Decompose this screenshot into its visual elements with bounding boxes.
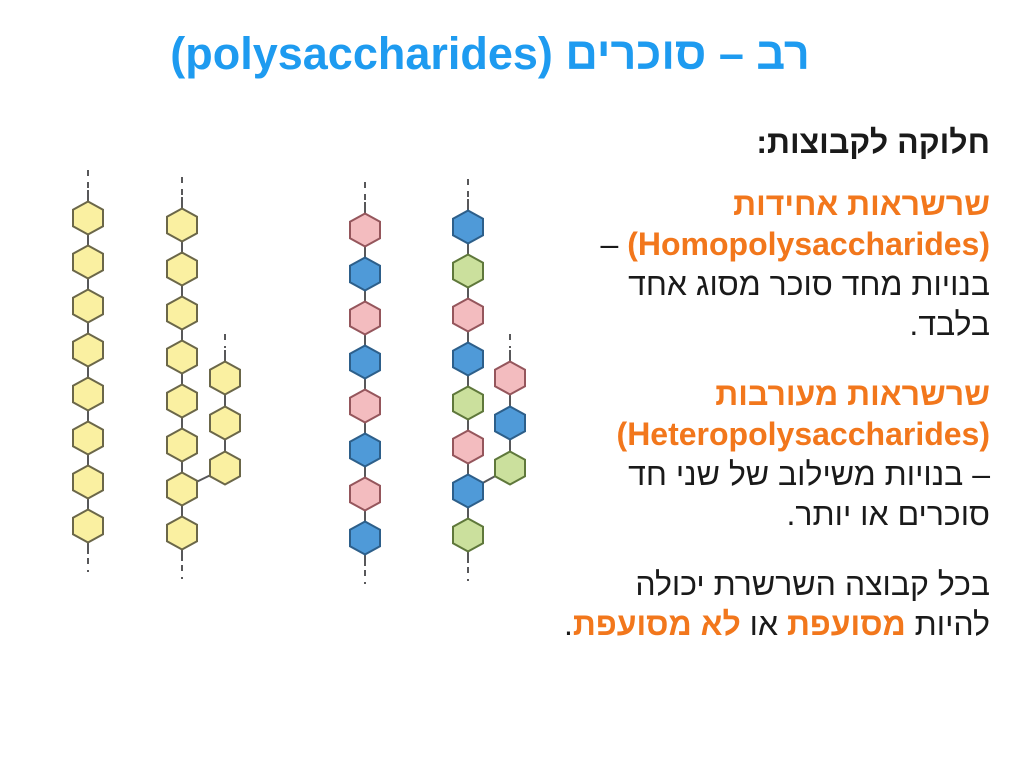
sugar-hexagon-yellow [167,517,197,550]
sugar-hexagon-yellow [210,362,240,395]
sugar-hexagon-yellow [210,407,240,440]
sugar-hexagon-blue [453,211,483,244]
text-line [510,454,990,494]
text-line [510,184,990,224]
sugar-hexagon-pink [350,478,380,511]
section-heading: חלוקה לקבוצות: [756,124,990,160]
sugar-hexagon-pink [350,302,380,335]
sugar-hexagon-yellow [73,510,103,543]
sugar-hexagon-pink [350,390,380,423]
text-line [510,264,990,304]
paragraph-homopolysaccharides [510,184,990,344]
sugar-hexagon-blue [453,475,483,508]
chain-homopolysaccharide-unbranched [73,170,103,572]
sugar-hexagon-yellow [167,341,197,374]
text-line [510,564,990,604]
sugar-hexagon-pink [453,431,483,464]
text-column [510,122,990,674]
text-run: סוכרים או יותר. [786,496,990,532]
slide-title: רב – סוכרים (polysaccharides) [170,28,810,79]
sugar-hexagon-yellow [167,429,197,462]
accent-text-run: (Homopolysaccharides) [627,226,990,262]
accent-text-run: מסועפת [786,606,906,642]
text-run: בנויות מחד סוכר מסוג אחד [628,266,990,302]
text-run: בכל קבוצה השרשרת יכולה [635,566,990,602]
sugar-hexagon-green [453,519,483,552]
sugar-hexagon-yellow [73,334,103,367]
text-run: – בנויות משילוב של שני חד [628,456,990,492]
text-run: או [740,606,787,642]
polysaccharide-chains-diagram [0,0,560,620]
sugar-hexagon-yellow [73,378,103,411]
paragraph-branched-or-unbranched [510,564,990,644]
text-run: בלבד. [909,306,990,342]
sugar-hexagon-pink [350,214,380,247]
text-line [510,494,990,534]
sugar-hexagon-yellow [73,246,103,279]
sugar-hexagon-yellow [167,297,197,330]
sugar-hexagon-yellow [73,202,103,235]
chain-homopolysaccharide-branched [167,177,240,579]
text-run: . [564,606,573,642]
text-run: להיות [905,606,990,642]
sugar-hexagon-pink [453,299,483,332]
sugar-hexagon-blue [350,258,380,291]
text-line [510,374,990,414]
chain-heteropolysaccharide-unbranched [350,182,380,584]
paragraph-heteropolysaccharides [510,374,990,534]
paragraphs [510,184,990,644]
sugar-hexagon-yellow [73,290,103,323]
sugar-hexagon-green [453,255,483,288]
text-line [510,304,990,344]
text-line [510,414,990,454]
sugar-hexagon-yellow [73,422,103,455]
sugar-hexagon-yellow [167,209,197,242]
accent-text-run: שרשראות אחידות [733,186,990,222]
sugar-hexagon-blue [350,346,380,379]
sugar-hexagon-green [453,387,483,420]
sugar-hexagon-yellow [167,473,197,506]
sugar-hexagon-blue [453,343,483,376]
sugar-hexagon-yellow [167,253,197,286]
sugar-hexagon-yellow [73,466,103,499]
sugar-hexagon-yellow [167,385,197,418]
text-line [510,604,990,644]
accent-text-run: לא מסועפת [572,606,741,642]
sugar-hexagon-yellow [210,452,240,485]
accent-text-run: שרשראות מעורבות [715,376,990,412]
text-line [510,224,990,264]
accent-text-run: (Heteropolysaccharides) [616,416,990,452]
text-run: – [600,226,628,262]
sugar-hexagon-blue [350,434,380,467]
sugar-hexagon-blue [350,522,380,555]
